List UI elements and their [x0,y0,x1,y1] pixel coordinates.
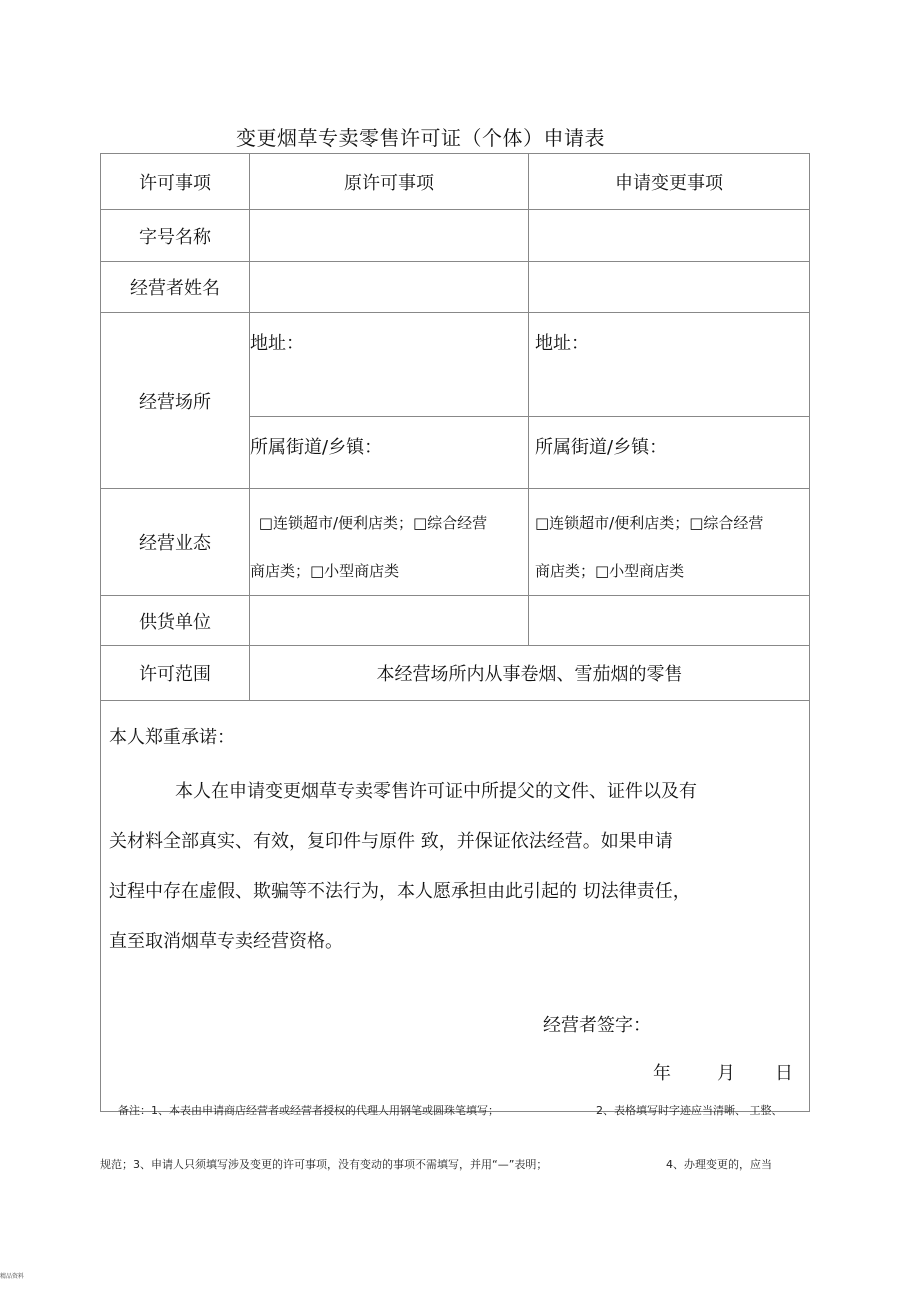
date-month: 月 [717,1063,735,1084]
row-format [101,489,810,596]
pledge-line: 本人在申请变更烟草专卖零售许可证中所提父的文件、证件以及有 [175,781,697,802]
note-3: 规范；3、申请人只须填写涉及变更的许可事项，没有变动的事项不需填写，并用“—”表明； [100,1158,548,1171]
row-premises-address [101,313,810,417]
field-street-change[interactable] [529,417,810,489]
label-name: 字号名称 [101,210,250,262]
date-year: 年 [653,1063,671,1084]
street-label: 所属街道/乡镇： [535,437,668,458]
pledge-line: 直至取消烟草专卖经营资格。 [109,931,343,952]
format-options-line1[interactable]: □连锁超市/便利店类；□综合经营 [535,514,764,532]
field-street-original[interactable] [250,417,529,489]
label-scope: 许可范围 [101,646,250,701]
field-address-change[interactable] [529,313,810,417]
header-original: 原许可事项 [250,154,529,210]
field-operator-change[interactable] [529,262,810,313]
address-label: 地址： [535,333,589,354]
address-label: 地址： [250,333,304,354]
form-title: 变更烟草专卖零售许可证（个体）申请表 [236,126,605,150]
row-operator [101,262,810,313]
header-item: 许可事项 [101,154,250,210]
footer-label: 精品资料 [0,1273,25,1280]
format-options-line1[interactable]: □连锁超市/便利店类；□综合经营 [254,514,488,532]
date-day: 日 [775,1063,793,1084]
row-name [101,210,810,262]
pledge-heading: 本人郑重承诺： [109,727,235,748]
note-4: 4、办理变更的，应当 [666,1158,772,1171]
row-scope [101,646,810,701]
pledge-line: 过程中存在虚假、欺骗等不法行为，本人愿承担由此引起的 切法律责任， [109,881,691,902]
note-1: 备注：1、本表由申请商店经营者或经营者授权的代理人用钢笔或圆珠笔填写； [118,1104,499,1117]
street-label: 所属街道/乡镇： [250,437,383,458]
note-2: 2、表格填写时字迹应当清晰、 工整、 [596,1104,783,1117]
field-name-change[interactable] [529,210,810,262]
label-supplier: 供货单位 [101,596,250,646]
application-table [100,153,810,1112]
row-supplier [101,596,810,646]
field-supplier-original[interactable] [250,596,529,646]
label-operator: 经营者姓名 [101,262,250,313]
field-name-original[interactable] [250,210,529,262]
header-row [101,154,810,210]
field-format-original[interactable] [250,489,529,596]
field-format-change[interactable] [529,489,810,596]
field-operator-original[interactable] [250,262,529,313]
field-address-original[interactable] [250,313,529,417]
header-change: 申请变更事项 [529,154,810,210]
date-field[interactable] [653,1059,793,1085]
label-format: 经营业态 [101,489,250,596]
field-supplier-change[interactable] [529,596,810,646]
label-premises: 经营场所 [101,313,250,489]
row-pledge [101,701,810,1112]
signature-field[interactable]: 经营者签字： [543,1015,651,1036]
pledge-line: 关材料全部真实、有效，复印件与原件 致，并保证依法经营。如果申请 [109,831,673,852]
pledge-cell [101,701,810,1112]
pledge-text [109,767,769,967]
scope-value: 本经营场所内从事卷烟、雪茄烟的零售 [250,646,810,701]
format-options-line2[interactable]: 商店类；□小型商店类 [250,562,400,580]
format-options-line2[interactable]: 商店类；□小型商店类 [535,562,685,580]
